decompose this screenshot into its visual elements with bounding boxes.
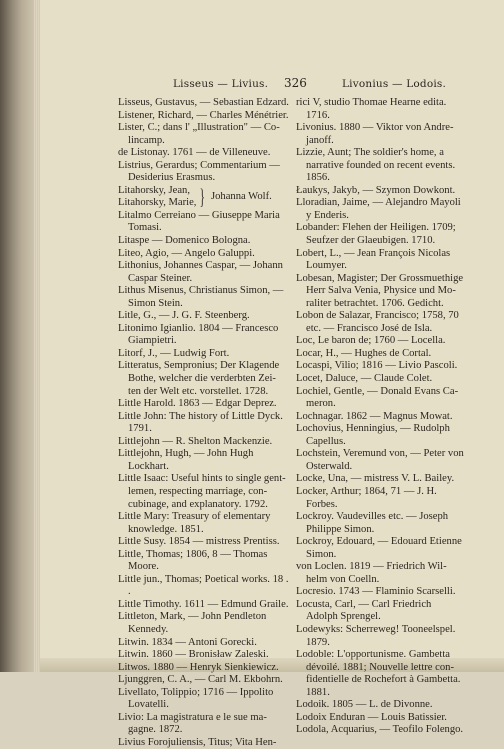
dictionary-entry: Loc, Le baron de; 1760 — Locella. [296, 335, 446, 347]
book-spine [0, 0, 40, 672]
dictionary-entry: Listener, Richard, — Charles Ménétrier. [118, 109, 289, 121]
dictionary-entry: Little, Thomas; 1806, 8 — Thomas Moore. [118, 548, 268, 573]
dictionary-entry: Litalmo Cerreiano — Giuseppe Maria Tomasi. [118, 209, 280, 234]
dictionary-entry: Little Isaac: Useful hints to single gent- lemen, respecting marriage, con- cubinage, and explanatory. 1792. [118, 473, 286, 510]
curly-brace-icon: } [200, 184, 206, 210]
dictionary-entry: Liteo, Agio, — Angelo Galuppi. [118, 247, 255, 259]
dictionary-entry: Litaspe — Domenico Bologna. [118, 235, 251, 247]
dictionary-entry: rici V, studio Thomae Hearne edita. 1716. [296, 97, 447, 121]
dictionary-entry: Lodola, Acquarius, — Teofilo Folengo. [296, 724, 464, 736]
brace-name: Litahorsky, Jean, [118, 184, 190, 196]
dictionary-entry: Lizzie, Aunt; The soldier's home, a narrative founded on recent events. 1856. [296, 147, 456, 184]
dictionary-entry: Livonius. 1880 — Viktor von Andre- janoff. [296, 122, 454, 146]
dictionary-entry: Litwos. 1880 — Henryk Sienkiewicz. [118, 661, 279, 673]
dictionary-entry: Lochnagar. 1862 — Magnus Mowat. [296, 410, 453, 422]
dictionary-entry: Locar, H., — Hughes de Cortal. [296, 347, 432, 359]
dictionary-entry: Little Susy. 1854 — mistress Prentiss. [118, 536, 280, 548]
dictionary-entry: Locke, Una, — mistress V. L. Bailey. [296, 473, 455, 485]
brace-entry [118, 185, 290, 210]
dictionary-entry: Livio: La magistratura e le sue ma- gagne. 1872. [118, 711, 267, 736]
dictionary-entry: Livellato, Tolippio; 1716 — Ippolito Lovatelli. [118, 686, 274, 711]
dictionary-entry: Litwin. 1860 — Bronisław Zaleski. [118, 649, 269, 661]
dictionary-entry: Lodoble: L'opportunisme. Gambetta dévoilé. 1881; Nouvelle lettre con- fidentielle de Rochefort à Gambetta. 1881. [296, 649, 461, 698]
dictionary-entry: Lobon de Salazar, Francisco; 1758, 70 etc. — Francisco José de Isla. [296, 310, 459, 334]
dictionary-entry: Lloradian, Jaime, — Alejandro Mayoli y Enderis. [296, 197, 461, 221]
dictionary-entry: Little Harold. 1863 — Edgar Deprez. [118, 398, 277, 410]
dictionary-entry: Little Timothy. 1611 — Edmund Graile. [118, 598, 289, 610]
dictionary-entry: von Loclen. 1819 — Friedrich Wil- helm von Coelln. [296, 561, 447, 585]
dictionary-entry: Little John: The history of Little Dyck. 1791. [118, 410, 283, 435]
dictionary-entry: Litle, G., — J. G. F. Steenberg. [118, 310, 250, 322]
dictionary-entry: Littleton, Mark, — John Pendleton Kennedy. [118, 611, 267, 635]
dictionary-entry: Little Mary: Treasury of elementary knowledge. 1851. [118, 511, 271, 535]
dictionary-entry: Lockroy, Edouard, — Edouard Etienne Simon. [296, 536, 462, 560]
dictionary-entry: Lodoik. 1805 — L. de Divonne. [296, 699, 433, 711]
dictionary-entry: Litwin. 1834 — Antoni Gorecki. [118, 636, 257, 648]
dictionary-entry: Lithonius, Johannes Caspar, — Johann Caspar Steiner. [118, 260, 283, 284]
dictionary-entry: Litorf, J., — Ludwig Fort. [118, 347, 230, 359]
page-number: 326 [284, 76, 307, 90]
left-column [118, 97, 290, 749]
dictionary-entry: Litteratus, Sempronius; Der Klagende Bothe, welcher die verderbten Zei- ten der Welt etc. vorstellet. 1728. [118, 360, 280, 397]
dictionary-entry: Lochiel, Gentle, — Donald Evans Ca- meron. [296, 385, 459, 410]
dictionary-entry: Lister, C.; dans l' „Illustration" — Co- lincamp. [118, 122, 280, 146]
dictionary-entry: Lithus Misenus, Christianus Simon, — Simon Stein. [118, 285, 284, 309]
dictionary-entry: de Listonay. 1761 — de Villeneuve. [118, 147, 271, 159]
dictionary-entry: Lochstein, Veremund von, — Peter von Osterwald. [296, 448, 464, 472]
brace-target: Johanna Wolf. [211, 191, 272, 203]
dictionary-entry: Locaspi, Vilio; 1816 — Livio Pascoli. [296, 360, 458, 372]
brace-name: Litahorsky, Marie, [118, 197, 197, 209]
dictionary-entry: Lisseus, Gustavus, — Sebastian Edzard. [118, 97, 289, 108]
dictionary-entry: Lodewyks: Scherreweg! Tooneelspel. 1879. [296, 623, 456, 648]
header-right-range: Livonius — Lodois. [342, 78, 447, 90]
dictionary-entry: Lochovius, Henningius, — Rudolph Capellus. [296, 423, 450, 447]
dictionary-entry: Lockroy. Vaudevilles etc. — Joseph Philippe Simon. [296, 511, 449, 535]
dictionary-entry: Livius Forojuliensis, Titus; Vita Hen- [118, 736, 277, 748]
dictionary-entry: Lobesan, Magister; Der Grossmuethige Herr Salva Venia, Physice und Mo- raliter betrachtet. 1706. Gedicht. [296, 272, 464, 309]
running-header [0, 78, 504, 94]
dictionary-entry: Listrius, Gerardus; Commentarium — Desiderius Erasmus. [118, 159, 280, 184]
right-column [296, 97, 464, 737]
dictionary-entry: Little jun., Thomas; Poetical works. 18 . . [118, 573, 289, 598]
header-left-range: Lisseus — Livius. [173, 78, 269, 90]
dictionary-entry: Lobander: Flehen der Heiligen. 1709; Seufzer der Glaeubigen. 1710. [296, 222, 456, 247]
brace-names [118, 185, 196, 210]
dictionary-entry: Lobert, L., — Jean François Nicolas Loumyer. [296, 247, 451, 272]
dictionary-entry: Littlejohn, Hugh, — John Hugh Lockhart. [118, 448, 254, 472]
dictionary-entry: Locusta, Carl, — Carl Friedrich Adolph Sprengel. [296, 598, 432, 623]
dictionary-entry: Locker, Arthur; 1864, 71 — J. H. Forbes. [296, 485, 437, 510]
dictionary-entry: Litonimo Igianlio. 1804 — Francesco Giampietri. [118, 322, 279, 347]
dictionary-entry: Locresio. 1743 — Flaminio Scarselli. [296, 586, 456, 598]
dictionary-entry: Łaukys, Jakyb, — Szymon Dowkont. [296, 184, 456, 196]
dictionary-entry: Littlejohn — R. Shelton Mackenzie. [118, 435, 273, 447]
dictionary-entry: Lodoix Enduran — Louis Batissier. [296, 711, 447, 723]
dictionary-entry: Ljunggren, C. A., — Carl M. Ekbohrn. [118, 674, 283, 686]
dictionary-entry: Locet, Daluce, — Claude Colet. [296, 373, 433, 385]
